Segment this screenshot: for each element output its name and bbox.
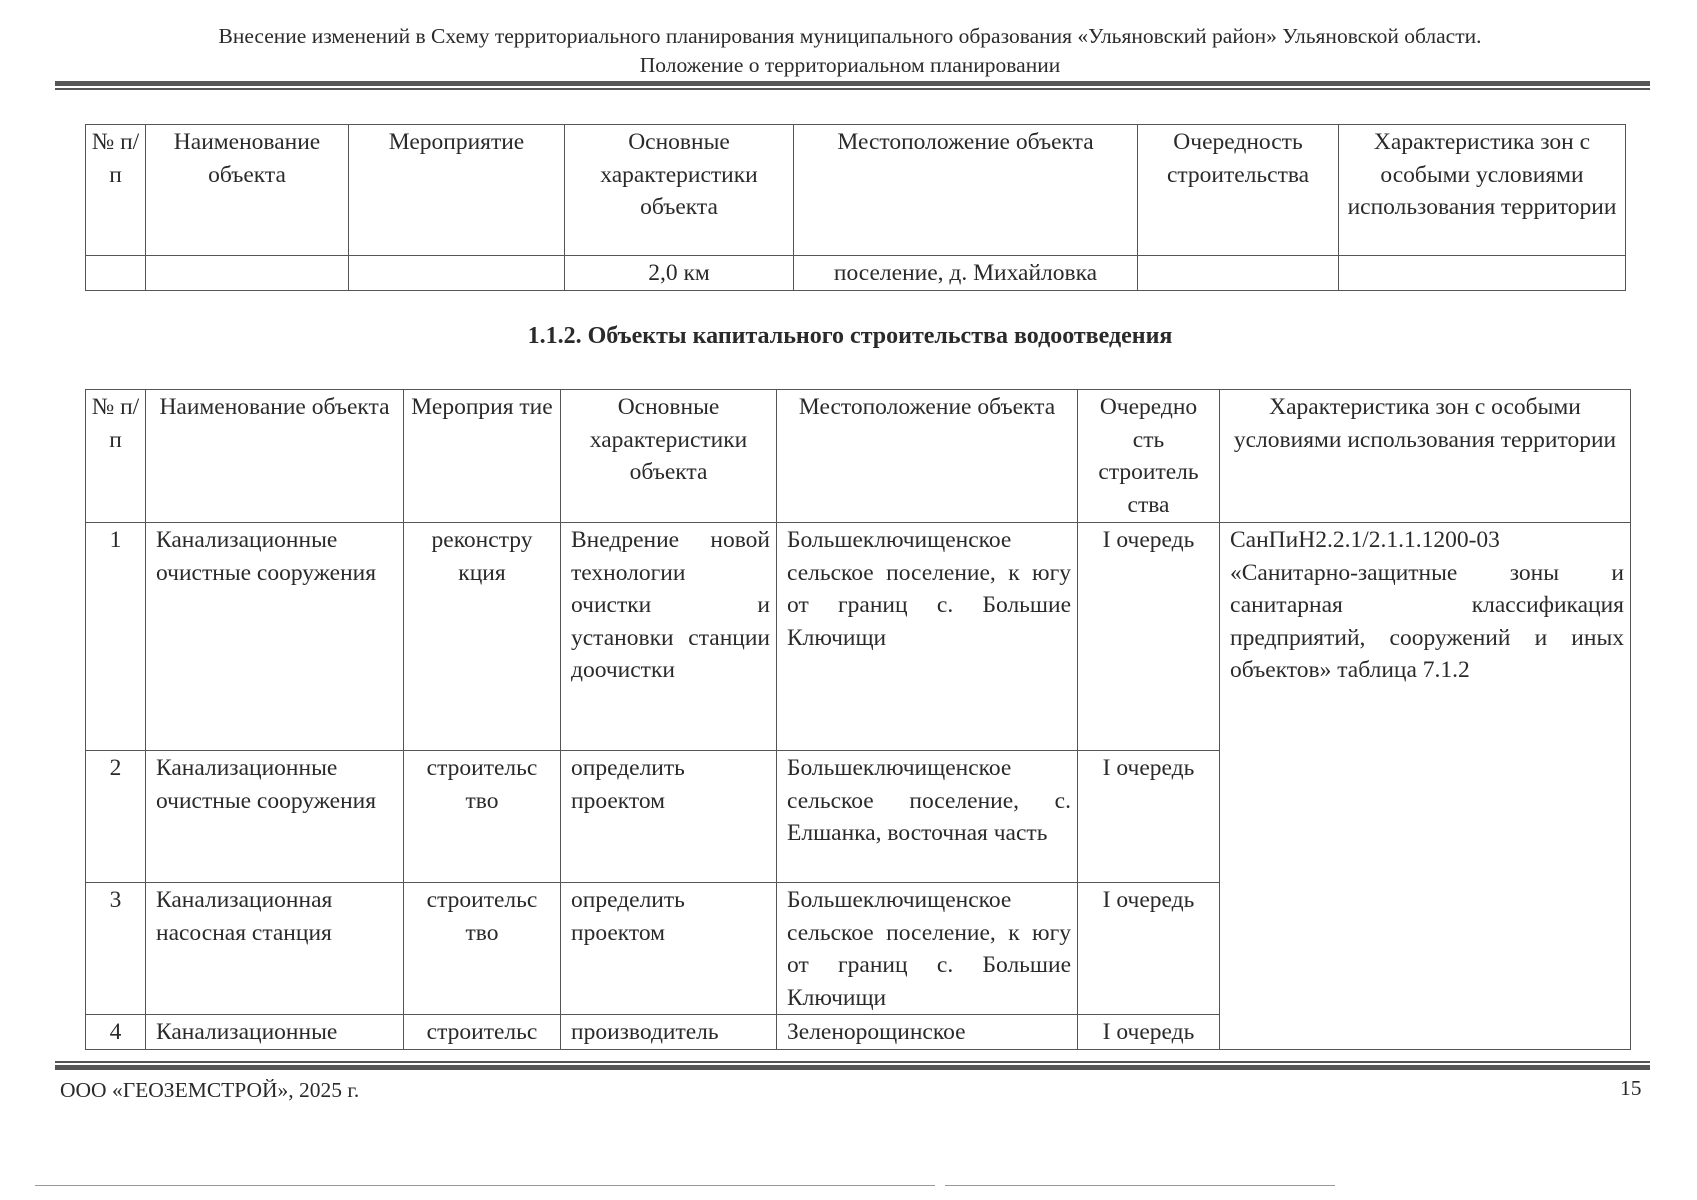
cell-measure [349, 256, 565, 291]
cell-num [86, 256, 146, 291]
cell-num: 1 [86, 523, 146, 751]
table-row [86, 523, 1631, 751]
header-zones: Характеристика зон с особыми условиями использования территории [1220, 390, 1631, 523]
document-header [60, 22, 1640, 80]
cell-name: Канализационные очистные сооружения [146, 751, 404, 883]
table-continuation [85, 124, 1626, 291]
header-characteristics: Основные характеристики объекта [565, 125, 794, 256]
section-title: 1.1.2. Объекты капитального строительства водоотведения [527, 323, 1173, 349]
cell-queue [1138, 256, 1339, 291]
header-name: Наименование объекта [146, 125, 349, 256]
header-num: № п/ п [86, 390, 146, 523]
header-num: № п/ п [86, 125, 146, 256]
page-number: 15 [1620, 1076, 1642, 1100]
header-characteristics: Основные характеристики объекта [561, 390, 777, 523]
header-location: Местоположение объекта [794, 125, 1138, 256]
table-header-row [86, 125, 1626, 256]
header-measure: Мероприя тие [404, 390, 561, 523]
header-queue: Очередно сть строитель ства [1078, 390, 1220, 523]
cell-queue: I очередь [1078, 1015, 1220, 1050]
cell-location: Большеключищенское сельское поселение, к югу от границ с. Большие Ключищи [777, 883, 1078, 1015]
cell-name: Канализационные [146, 1015, 404, 1050]
cell-measure: строительс [404, 1015, 561, 1050]
table-row [86, 256, 1626, 291]
cell-location: Большеключищенское сельское поселение, с. Елшанка, восточная часть [777, 751, 1078, 883]
header-location: Местоположение объекта [777, 390, 1078, 523]
cell-characteristics: определить проектом [561, 883, 777, 1015]
header-name: Наименование объекта [146, 390, 404, 523]
cell-name: Канализационная насосная станция [146, 883, 404, 1015]
cell-characteristics: 2,0 км [565, 256, 794, 291]
cell-characteristics: определить проектом [561, 751, 777, 883]
cell-queue: I очередь [1078, 523, 1220, 751]
cell-num: 4 [86, 1015, 146, 1050]
cell-location: Большеключищенское сельское поселение, к югу от границ с. Большие Ключищи [777, 523, 1078, 751]
footer-rule-thin [55, 1061, 1650, 1063]
header-zones: Характеристика зон с особыми условиями использования территории [1339, 125, 1626, 256]
cell-measure: реконстру кция [404, 523, 561, 751]
header-title: Внесение изменений в Схему территориального планирования муниципального образования «Ульяновский район» Ульяновской области. [218, 24, 1482, 48]
cell-measure: строительс тво [404, 751, 561, 883]
cell-zones [1339, 256, 1626, 291]
table-header-row [86, 390, 1631, 523]
table-wastewater [85, 389, 1631, 1050]
cell-num: 3 [86, 883, 146, 1015]
cell-queue: I очередь [1078, 883, 1220, 1015]
cell-name: Канализационные очистные сооружения [146, 523, 404, 751]
footer-rule-thick [55, 1065, 1650, 1070]
header-rule-thick [55, 81, 1650, 86]
footer-company: ООО «ГЕОЗЕМСТРОЙ», 2025 г. [60, 1078, 360, 1102]
cell-characteristics: Внедрение новой технологии очистки и установки станции доочистки [561, 523, 777, 751]
header-queue: Очередность строительства [1138, 125, 1339, 256]
cell-measure: строительс тво [404, 883, 561, 1015]
cell-location: поселение, д. Михайловка [794, 256, 1138, 291]
cell-characteristics: производитель [561, 1015, 777, 1050]
cell-zones: СанПиН2.2.1/2.1.1.1200-03 «Санитарно-защитные зоны и санитарная классификация предприятий, сооружений и иных объектов» таблица 7.1.2 [1220, 523, 1631, 1050]
cell-location: Зеленорощинское [777, 1015, 1078, 1050]
scan-artifact-line [35, 1185, 935, 1186]
header-subtitle: Положение о территориальном планировании [639, 53, 1061, 77]
scan-artifact-line [945, 1185, 1335, 1186]
cell-queue: I очередь [1078, 751, 1220, 883]
cell-name [146, 256, 349, 291]
header-measure: Мероприятие [349, 125, 565, 256]
cell-num: 2 [86, 751, 146, 883]
header-rule-thin [55, 88, 1650, 90]
